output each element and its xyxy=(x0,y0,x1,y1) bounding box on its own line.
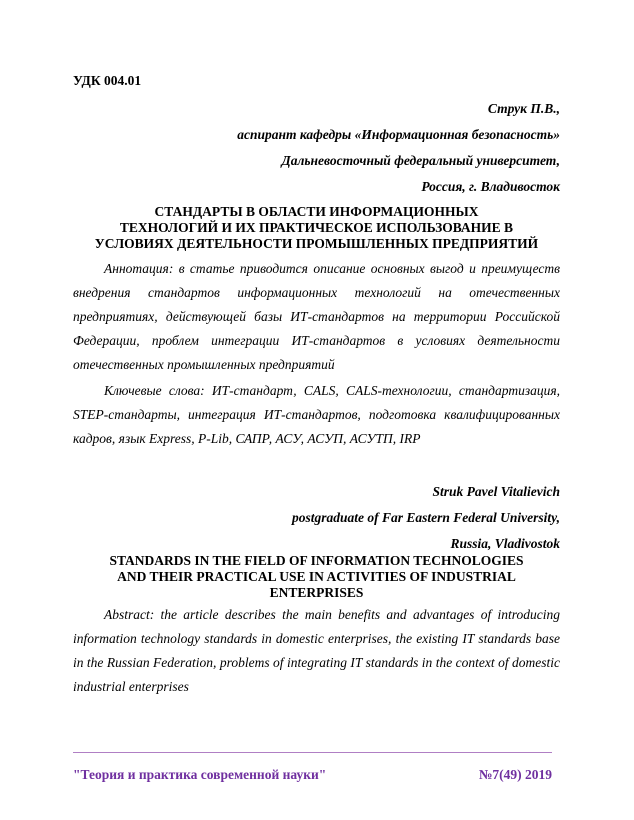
en-title-line-1: STANDARDS IN THE FIELD OF INFORMATION TECHNOLOGIES xyxy=(109,553,524,568)
ru-title-line-1: СТАНДАРТЫ В ОБЛАСТИ ИНФОРМАЦИОННЫХ xyxy=(154,204,479,219)
ru-author-name: Струк П.В., xyxy=(487,101,560,116)
footer-issue-number: №7(49) 2019 xyxy=(478,767,552,782)
en-author-block xyxy=(292,479,560,557)
footer-journal-name: "Теория и практика современной науки" xyxy=(73,767,327,782)
ru-abstract: Аннотация: в статье приводится описание основных выгод и преимуществ внедрения стандартов информационных технологий на отечественных предприятиях, действующей базы ИТ-стандартов на территории Российской Федерации, проблем интеграции ИТ-стандартов в условиях деятельности отечественных промышленных предприятий xyxy=(73,261,560,372)
en-author-location: Russia, Vladivostok xyxy=(450,536,560,551)
en-title-line-2: AND THEIR PRACTICAL USE IN ACTIVITIES OF INDUSTRIAL xyxy=(117,569,516,584)
ru-keywords: Ключевые слова: ИТ-стандарт, CALS, CALS-технологии, стандартизация, STEP-стандарты, интеграция ИТ-стандартов, подготовка квалифицированных кадров, язык Express, P-Lib, САПР, АСУ, АСУП, АСУТП, IRP xyxy=(73,383,560,446)
ru-title-line-3: УСЛОВИЯХ ДЕЯТЕЛЬНОСТИ ПРОМЫШЛЕННЫХ ПРЕДПРИЯТИЙ xyxy=(94,236,539,251)
en-author-position: postgraduate of Far Eastern Federal University, xyxy=(291,510,560,525)
ru-author-block xyxy=(237,96,560,200)
en-title-line-3: ENTERPRISES xyxy=(269,585,364,600)
ru-author-position: аспирант кафедры «Информационная безопасность» xyxy=(237,127,560,142)
udk-code: УДК 004.01 xyxy=(73,73,142,88)
en-article-title xyxy=(73,553,560,601)
en-author-name: Struk Pavel Vitalievich xyxy=(432,484,560,499)
footer-divider xyxy=(73,752,552,753)
ru-author-location: Россия, г. Владивосток xyxy=(421,179,560,194)
ru-title-line-2: ТЕХНОЛОГИЙ И ИХ ПРАКТИЧЕСКОЕ ИСПОЛЬЗОВАНИЕ В xyxy=(119,220,514,235)
ru-author-university: Дальневосточный федеральный университет, xyxy=(281,153,560,168)
ru-article-title xyxy=(73,204,560,252)
en-abstract: Abstract: the article describes the main benefits and advantages of introducing information technology standards in domestic enterprises, the existing IT standards base in the Russian Federation, problems of integrating IT standards in the context of domestic industrial enterprises xyxy=(73,607,560,694)
